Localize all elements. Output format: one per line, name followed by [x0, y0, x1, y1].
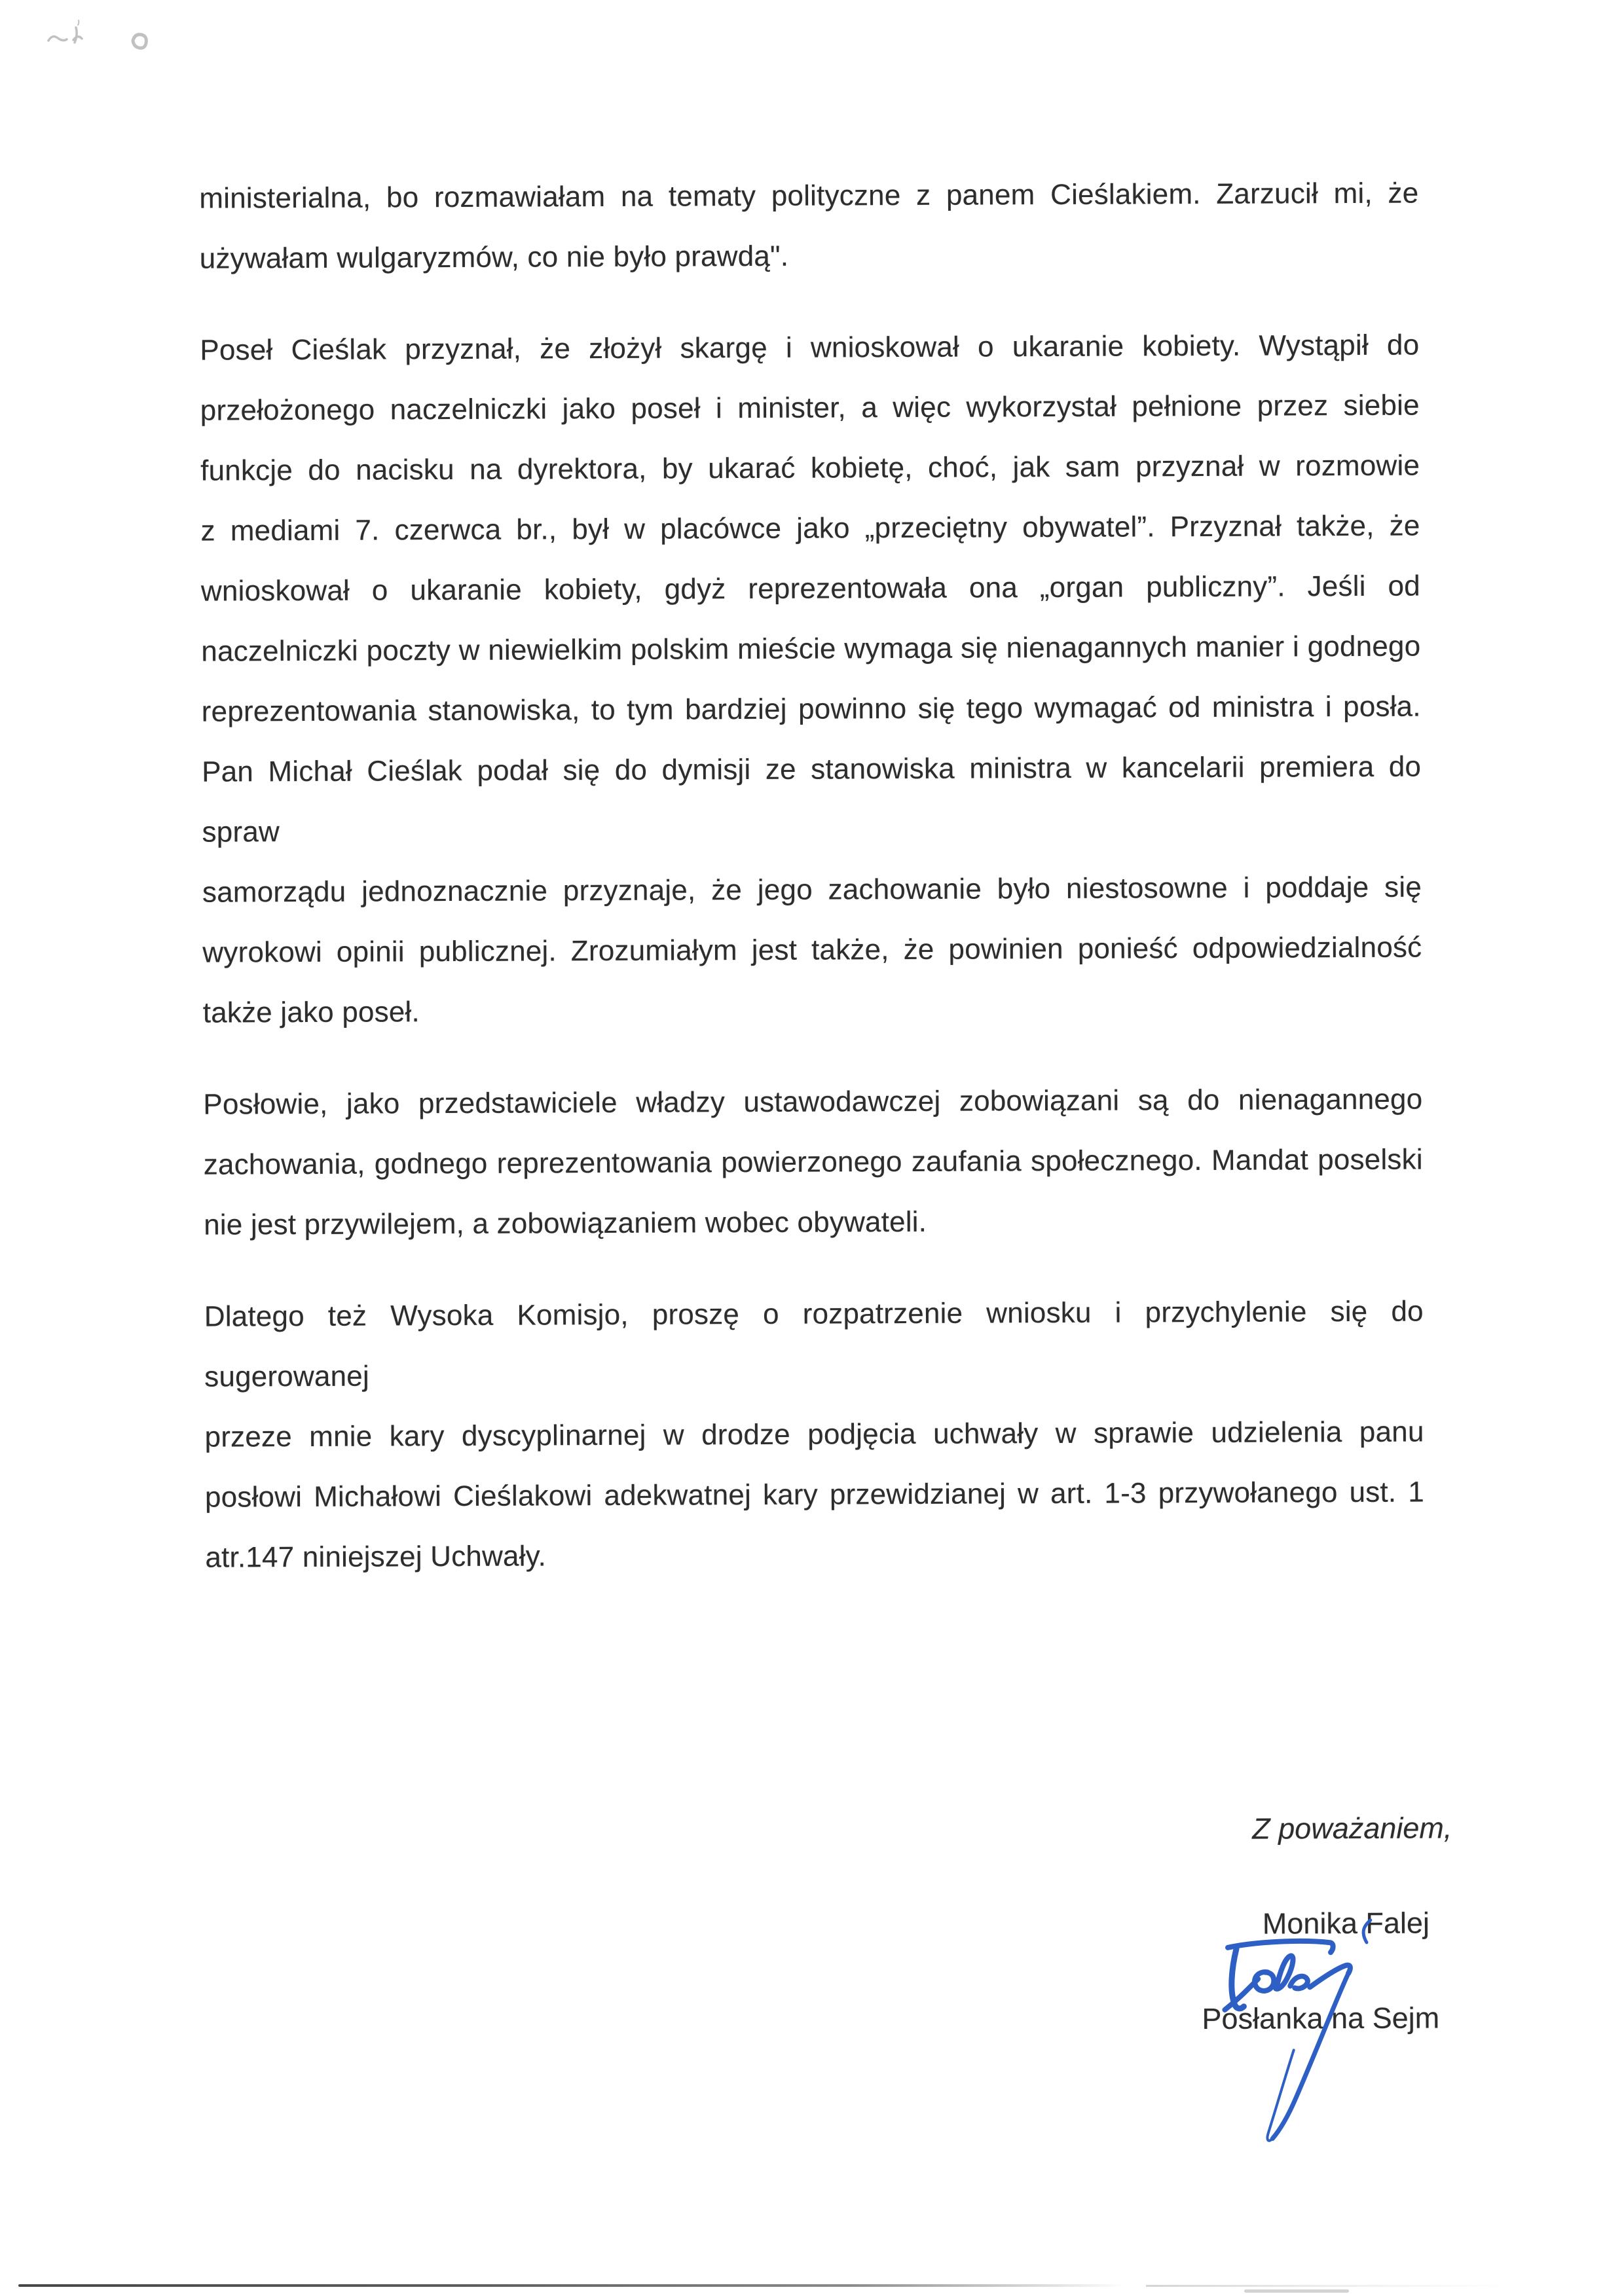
body-line: z mediami 7. czerwca br., był w placówce jako „przeciętny obywatel”. Przyznał także, że — [200, 509, 1420, 547]
body-line: zachowania, godnego reprezentowania powierzonego zaufania społecznego. Mandat poselski — [203, 1143, 1423, 1181]
scan-edge-line-bottom-faint — [1146, 2285, 1513, 2287]
body-line: Posłowie, jako przedstawiciele władzy ustawodawczej zobowiązani są do nienagannego — [203, 1083, 1423, 1121]
body-line: nie jest przywilejem, a zobowiązaniem wobec obywateli. — [204, 1205, 927, 1241]
paragraph — [204, 1282, 1425, 1588]
scan-speck-bottom-right — [1244, 2289, 1349, 2293]
signer-name: Monika Falej — [1262, 1906, 1430, 1941]
body-line: używałam wulgaryzmów, co nie było prawdą". — [199, 240, 789, 275]
body-line: naczelniczki poczty w niewielkim polskim mieście wymaga się nienagannych manier i godnego — [201, 630, 1421, 668]
paragraph — [203, 1070, 1423, 1256]
signer-title: Posłanka na Sejm — [1202, 2001, 1440, 2036]
signature-scribble-icon — [1217, 1937, 1368, 2157]
body-line: reprezentowania stanowiska, to tym bardziej powinno się tego wymagać od ministra i posła. — [201, 690, 1421, 728]
body-line: wnioskował o ukaranie kobiety, gdyż reprezentowała ona „organ publiczny”. Jeśli od — [200, 570, 1421, 608]
body-line: przełożonego naczelniczki jako poseł i minister, a więc wykorzystał pełnione przez siebie — [200, 389, 1420, 427]
paragraph — [199, 164, 1419, 289]
body-line: także jako poseł. — [202, 996, 420, 1029]
letter-body — [199, 164, 1424, 1588]
body-line: atr.147 niniejszej Uchwały. — [205, 1540, 547, 1574]
paragraph — [200, 316, 1422, 1044]
body-line: wyrokowi opinii publicznej. Zrozumiałym jest także, że powinien ponieść odpowiedzialność — [202, 931, 1422, 969]
body-line: samorządu jednoznacznie przyznaje, że jego zachowanie było niestosowne i poddaje się — [202, 871, 1422, 909]
body-line: funkcje do nacisku na dyrektora, by ukarać kobietę, choć, jak sam przyznał w rozmowie — [200, 449, 1420, 487]
body-line: Pan Michał Cieślak podał się do dymisji ze stanowiska ministra w kancelarii premiera do spraw — [202, 750, 1422, 848]
valediction: Z poważaniem, — [1252, 1811, 1452, 1846]
scan-edge-line-bottom — [18, 2284, 1125, 2287]
body-line: przeze mnie kary dyscyplinarnej w drodze podjęcia uchwały w sprawie udzielenia panu — [204, 1415, 1424, 1453]
scan-smudge-top-left — [39, 18, 177, 60]
body-line: Dlatego też Wysoka Komisjo, proszę o rozpatrzenie wniosku i przychylenie się do sugerowanej — [204, 1295, 1424, 1393]
body-line: ministerialna, bo rozmawiałam na tematy polityczne z panem Cieślakiem. Zarzucił mi, że — [199, 177, 1419, 215]
body-line: posłowi Michałowi Cieślakowi adekwatnej kary przewidzianej w art. 1-3 przywołanego ust. 1 — [204, 1476, 1425, 1514]
body-line: Poseł Cieślak przyznał, że złożył skargę i wnioskował o ukaranie kobiety. Wystąpił do — [200, 329, 1420, 367]
